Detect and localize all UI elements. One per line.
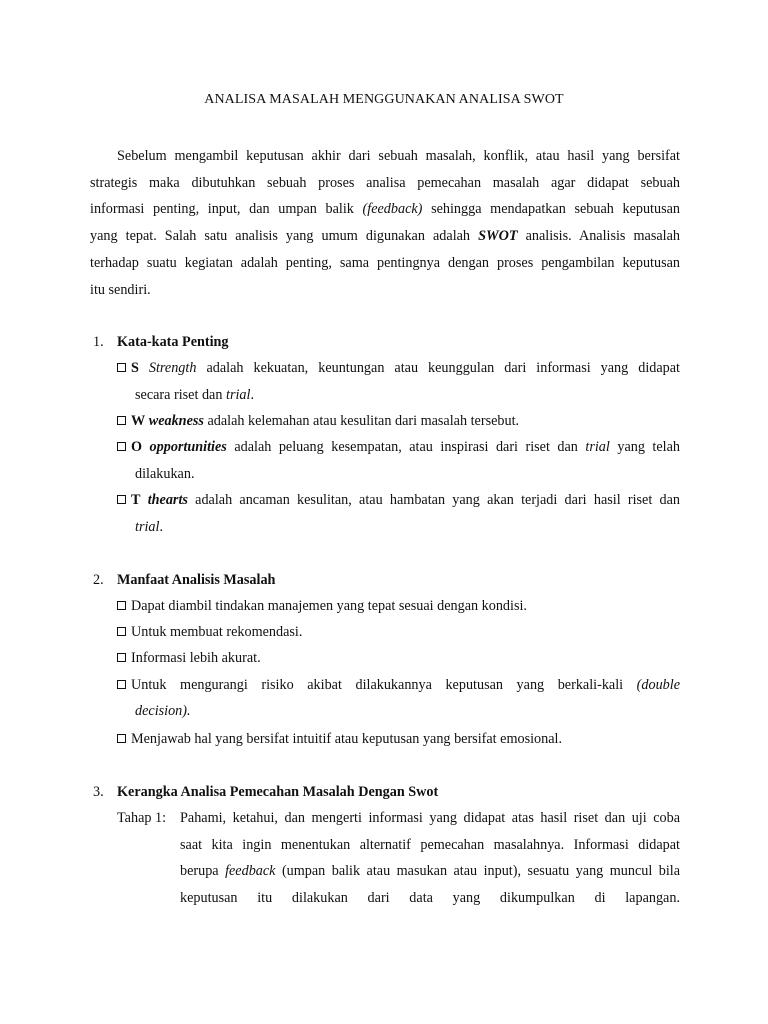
list-item-strength-cont: secara riset dan trial. (135, 387, 254, 403)
intro-line-5: terhadap suatu kegiatan adalah penting, sama pentingnya dengan proses pengambilan keputusan (90, 255, 680, 271)
checkbox-icon (117, 416, 126, 425)
step-label: Tahap 1: (117, 810, 167, 826)
list-item: Untuk membuat rekomendasi. (117, 621, 302, 643)
list-item-weakness: W weakness adalah kelemahan atau kesulitan dari masalah tersebut. (117, 410, 519, 432)
section-3-heading: Kerangka Analisa Pemecahan Masalah Dengan Swot (117, 784, 439, 800)
checkbox-icon (117, 495, 126, 504)
weakness-term: weakness (148, 413, 204, 429)
section-1-heading: Kata-kata Penting (117, 334, 229, 350)
section-2-heading: Manfaat Analisis Masalah (117, 572, 276, 588)
list-item-threats: T thearts adalah ancaman kesulitan, atau hambatan yang akan terjadi dari hasil riset dan (117, 489, 680, 511)
checkbox-icon (117, 680, 126, 689)
list-item-strength: S Strength adalah kekuatan, keuntungan atau keunggulan dari informasi yang didapat (117, 357, 680, 379)
list-item: Menjawab hal yang bersifat intuitif atau keputusan yang bersifat emosional. (117, 728, 562, 750)
checkbox-icon (117, 363, 126, 372)
list-item-threats-cont: trial. (135, 519, 163, 535)
step-line-3: berupa feedback (umpan balik atau masukan atau input), sesuatu yang muncul bila (180, 863, 680, 879)
section-1-number: 1. (93, 334, 104, 350)
checkbox-icon (117, 601, 126, 610)
list-item-opportunities: O opportunities adalah peluang kesempatan, atau inspirasi dari riset dan trial yang telah (117, 436, 680, 458)
feedback-term: (feedback) (362, 201, 423, 217)
list-item: Informasi lebih akurat. (117, 647, 261, 669)
section-3-number: 3. (93, 784, 104, 800)
step-line-1: Pahami, ketahui, dan mengerti informasi yang didapat atas hasil riset dan uji coba (180, 810, 680, 826)
checkbox-icon (117, 442, 126, 451)
opportunities-term: opportunities (149, 439, 227, 455)
swot-term: SWOT (478, 228, 518, 244)
threats-term: thearts (147, 492, 188, 508)
list-item-cont: decision). (135, 703, 191, 719)
step-line-4: keputusan itu dilakukan dari data yang dikumpulkan di lapangan. (180, 890, 680, 906)
page-title: ANALISA MASALAH MENGGUNAKAN ANALISA SWOT (204, 92, 564, 107)
intro-line-6: itu sendiri. (90, 282, 151, 298)
checkbox-icon (117, 653, 126, 662)
intro-line-2: strategis maka dibutuhkan sebuah proses analisa pemecahan masalah agar didapat sebuah (90, 175, 680, 191)
checkbox-icon (117, 627, 126, 636)
list-item: Untuk mengurangi risiko akibat dilakukannya keputusan yang berkali-kali (double (117, 674, 680, 696)
checkbox-icon (117, 734, 126, 743)
list-item-opportunities-cont: dilakukan. (135, 466, 195, 482)
feedback-term: feedback (225, 863, 276, 879)
strength-term: Strength (148, 360, 197, 376)
step-line-2: saat kita ingin menentukan alternatif pemecahan masalahnya. Informasi didapat (180, 837, 680, 853)
intro-line-3: informasi penting, input, dan umpan balik (feedback) sehingga mendapatkan sebuah keputusan (90, 201, 681, 217)
section-2-number: 2. (93, 572, 104, 588)
list-item: Dapat diambil tindakan manajemen yang tepat sesuai dengan kondisi. (117, 595, 527, 617)
intro-line-1: Sebelum mengambil keputusan akhir dari sebuah masalah, konflik, atau hasil yang bersifat (117, 148, 680, 164)
intro-line-4: yang tepat. Salah satu analisis yang umum digunakan adalah SWOT analisis. Analisis masalah (90, 228, 680, 244)
